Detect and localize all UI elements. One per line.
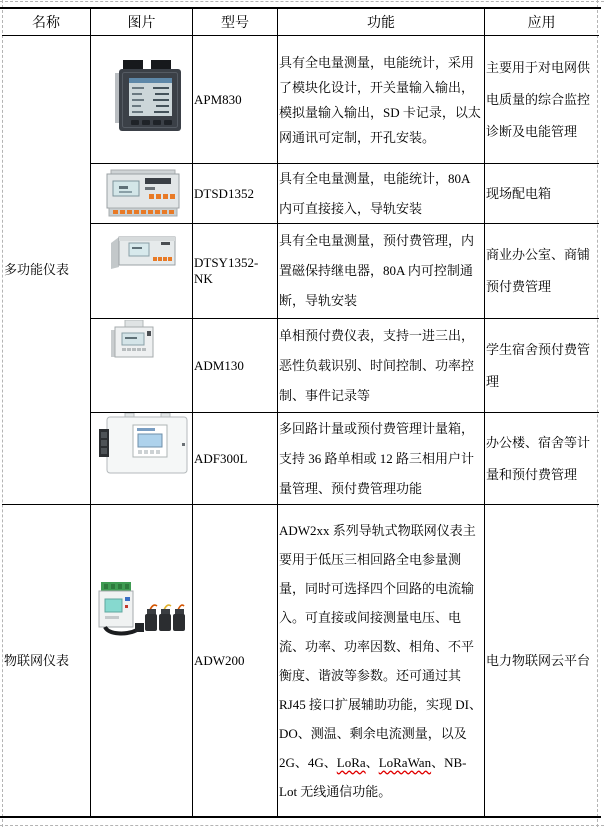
application-cell-adf300l xyxy=(486,413,598,504)
model-number: APM830 xyxy=(194,91,242,107)
dtsy1352-nk-product-image xyxy=(109,233,177,269)
header-application-label: 应用 xyxy=(527,16,556,31)
function-cell-dtsd1352 xyxy=(279,164,482,223)
function-description xyxy=(279,516,482,806)
application-description: 学生宿舍预付费管理 xyxy=(486,341,591,389)
application-description: 电力物联网云平台 xyxy=(486,652,591,668)
function-cell-apm830 xyxy=(279,36,482,163)
section-name: 物联网仪表 xyxy=(4,652,70,668)
model-number: DTSD1352 xyxy=(194,185,254,201)
function-text-segment: ADW2xx 系列导轨式物联网仪表主要用于低压三相回路全电参量测量，同时可选择四个回路的电流输入。可直接或间接测量电压、电流、功率、功率因数、相角、不平衡度、谐波等参数。还可通过其 RJ45 接口扩展辅助功能，实现 DI、DO、测温、剩余电流测量，以及 2G、4G、 xyxy=(279,522,482,770)
model-cell-adm130 xyxy=(194,319,276,412)
model-cell-apm830 xyxy=(194,36,276,163)
adw200-product-image xyxy=(95,582,187,637)
model-number: ADM130 xyxy=(194,357,244,373)
application-description: 主要用于对电网供电质量的综合监控诊断及电能管理 xyxy=(486,59,591,139)
header-function xyxy=(278,9,484,35)
model-number: DTSY1352-NK xyxy=(194,255,259,286)
application-cell-adm130 xyxy=(486,319,598,412)
function-cell-dtsy1352nk xyxy=(279,224,482,318)
header-name xyxy=(2,9,90,35)
application-description: 现场配电箱 xyxy=(486,185,552,201)
model-cell-adw200 xyxy=(194,505,276,816)
model-cell-adf300l xyxy=(194,413,276,504)
misspelled-word-lora: LoRa xyxy=(336,754,366,770)
header-name-label: 名称 xyxy=(32,16,60,31)
function-description: 具有全电量测量，电能统计，采用了模块化设计，开关量输入输出，模拟量输入输出，SD 卡记录，以太网通讯可定制，开孔安装。 xyxy=(279,54,481,145)
dtsd1352-product-image xyxy=(103,168,183,218)
adm130-product-image xyxy=(109,320,159,360)
section-name: 多功能仪表 xyxy=(4,261,70,277)
grid-line-col3 xyxy=(277,8,278,817)
page-boundary-top xyxy=(0,1,604,2)
function-cell-adw200 xyxy=(279,505,482,816)
application-cell-dtsy1352nk xyxy=(486,224,598,318)
apm830-product-image xyxy=(113,60,185,134)
function-text-segment: 、 xyxy=(365,754,379,770)
section-cell-iot-meters xyxy=(3,505,89,816)
header-picture-label: 图片 xyxy=(127,16,156,31)
model-number: ADF300L xyxy=(194,450,248,466)
application-description: 商业办公室、商铺预付费管理 xyxy=(486,247,591,294)
header-model xyxy=(193,9,277,35)
function-cell-adf300l xyxy=(279,413,482,504)
function-description: 具有全电量测量，预付费管理，内置磁保持继电器，80A 内可控制通断，导轨安装 xyxy=(279,233,475,308)
application-description: 办公楼、宿舍等计量和预付费管理 xyxy=(486,434,591,482)
misspelled-word-lorawan: LoRaWan xyxy=(378,754,432,770)
header-picture xyxy=(91,9,192,35)
application-cell-apm830 xyxy=(486,36,598,163)
model-number: ADW200 xyxy=(194,652,245,668)
function-description: 具有全电量测量，电能统计，80A 内可直接接入，导轨安装 xyxy=(279,170,470,216)
application-cell-dtsd1352 xyxy=(486,164,598,223)
model-cell-dtsy1352nk xyxy=(194,224,276,318)
function-description: 多回路计量或预付费管理计量箱，支持 36 路单相或 12 路三相用户计量管理、预付费管理功能 xyxy=(279,420,475,496)
grid-line-col2 xyxy=(192,8,193,817)
function-cell-adm130 xyxy=(279,319,482,412)
grid-line-col4 xyxy=(484,8,485,817)
function-text-segment: 、NB-Lot 无线通信功能。 xyxy=(279,754,467,799)
model-cell-dtsd1352 xyxy=(194,164,276,223)
grid-line-col1 xyxy=(90,8,91,817)
section-cell-multifunction-meters xyxy=(3,36,89,503)
application-cell-adw200 xyxy=(486,505,598,816)
header-function-label: 功能 xyxy=(367,16,395,31)
adf300l-product-image xyxy=(97,413,191,479)
function-description: 单相预付费仪表，支持一进三出，恶性负载识别、时间控制、功率控制、事件记录等 xyxy=(279,327,475,403)
header-application xyxy=(485,9,598,35)
page-boundary-bottom xyxy=(0,825,604,826)
header-model-label: 型号 xyxy=(221,16,249,31)
